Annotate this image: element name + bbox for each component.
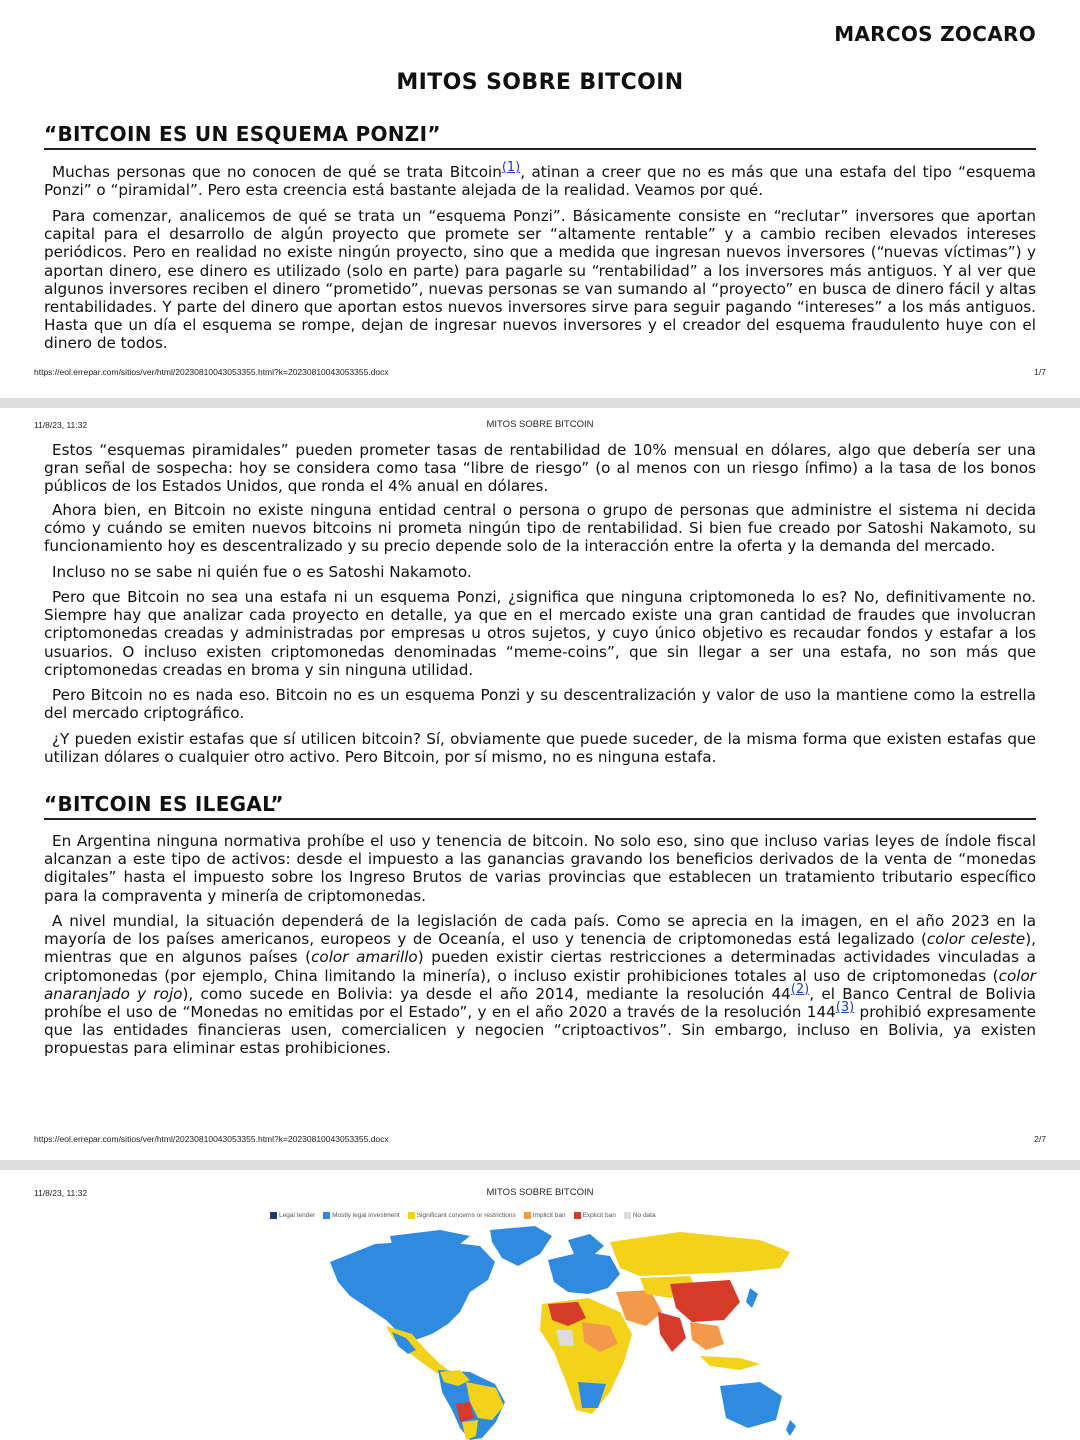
greenland — [490, 1226, 552, 1266]
new-zealand — [786, 1420, 796, 1436]
page-2 — [0, 408, 1080, 1160]
legend-swatch — [574, 1212, 581, 1219]
legend-label: Mostly legal investment — [332, 1212, 400, 1219]
legend-swatch — [408, 1212, 415, 1219]
footer-page-number: 1/7 — [1034, 367, 1046, 377]
legend-swatch — [323, 1212, 330, 1219]
legend-swatch — [270, 1212, 277, 1219]
paragraph: Pero que Bitcoin no sea una estafa ni un esquema Ponzi, ¿significa que ninguna criptomoneda lo es? No, definitivamente no. Siempre hay que analizar cada proyecto en detalle, ya que en el mercado existe una gran cantidad de fraudes que involucran criptomonedas creadas y administradas por empresas u otros sujetos, y cuyo único objetivo es recaudar fondos y estafar a los usuarios. O incluso existen criptomonedas denominadas “meme-coins”, que sin llegar a ser una estafa, no son más que criptomonedas creadas en broma y sin ninguna utilidad. — [44, 588, 1036, 679]
header-date: 11/8/23, 11:32 — [34, 1188, 88, 1198]
legend-item — [270, 1212, 315, 1219]
legend-label: Significant concerns or restrictions — [416, 1212, 516, 1219]
legend-label: Legal tender — [279, 1212, 316, 1219]
legend-label: Implicit ban — [532, 1212, 566, 1219]
header-title: MITOS SOBRE BITCOIN — [486, 419, 594, 430]
india — [658, 1312, 686, 1352]
legend-item — [524, 1212, 566, 1219]
footnote-link-2[interactable]: (2) — [790, 981, 810, 997]
legend-swatch — [524, 1212, 531, 1219]
page-separator — [0, 1160, 1080, 1170]
footnote-link-3[interactable]: (3) — [835, 999, 855, 1015]
section-heading-ilegal: “BITCOIN ES ILEGAL” — [44, 792, 1036, 820]
page-1 — [0, 0, 1080, 398]
southeast-asia — [690, 1322, 724, 1350]
header-title: MITOS SOBRE BITCOIN — [486, 1187, 594, 1198]
author-name: MARCOS ZOCARO — [834, 22, 1036, 46]
southern-africa — [578, 1382, 606, 1408]
paragraph: En Argentina ninguna normativa prohíbe el uso y tenencia de bitcoin. No solo eso, sino que incluso varias leyes de índole fiscal alcanzan a este tipo de activos: desde el impuesto a las ganancias gravando los beneficios derivados de la venta de “monedas digitales” hasta el impuesto sobre los Ingreso Brutos de varias provincias que establecen un tratamiento tributario específico para la compraventa y minería de criptomonedas. — [44, 832, 1036, 905]
legend-item — [408, 1212, 516, 1219]
australia — [720, 1382, 782, 1428]
footer-page-number: 2/7 — [1034, 1134, 1046, 1144]
map-legend — [270, 1212, 656, 1219]
paragraph: Incluso no se sabe ni quién fue o es Satoshi Nakamoto. — [52, 563, 472, 581]
world-crypto-legality-map — [320, 1222, 800, 1440]
page-separator — [0, 398, 1080, 408]
paragraph: ¿Y pueden existir estafas que sí utilicen bitcoin? Sí, obviamente que puede suceder, de la misma forma que existen estafas que utilizan dólares o cualquier otro activo. Pero Bitcoin, por sí mismo, no es ninguna estafa. — [44, 730, 1036, 767]
document-title: MITOS SOBRE BITCOIN — [396, 70, 684, 95]
footer-url[interactable]: https://eol.errepar.com/sitios/ver/html/20230810043053355.html?k=20230810043053355.docx — [34, 367, 389, 377]
paragraph: Muchas personas que no conocen de qué se trata Bitcoin(1), atinan a creer que no es más que una estafa del tipo “esquema Ponzi” o “piramidal”. Pero esta creencia está bastante alejada de la realidad. Veamos por qué. — [44, 159, 1036, 200]
paragraph: Ahora bien, en Bitcoin no existe ninguna entidad central o persona o grupo de personas que administre el sistema ni decida cómo y cuándo se emiten nuevos bitcoins ni prometa ningún tipo de rentabilidad. Si bien fue creado por Satoshi Nakamoto, su funcionamiento hoy es descentralizado y su precio depende solo de la interacción entre la oferta y la demanda del mercado. — [44, 501, 1036, 556]
canada-arctic — [390, 1230, 470, 1246]
header-date: 11/8/23, 11:32 — [34, 420, 88, 430]
legend-item — [574, 1212, 616, 1219]
footnote-link-1[interactable]: (1) — [501, 159, 521, 175]
legend-label: Explicit ban — [582, 1212, 616, 1219]
legend-item — [323, 1212, 400, 1219]
legend-label: No data — [632, 1212, 656, 1219]
footer-url[interactable]: https://eol.errepar.com/sitios/ver/html/20230810043053355.html?k=20230810043053355.docx — [34, 1134, 389, 1144]
section-heading-ponzi: “BITCOIN ES UN ESQUEMA PONZI” — [44, 122, 1036, 150]
legend-item — [624, 1212, 656, 1219]
japan — [746, 1288, 758, 1308]
paragraph: Pero Bitcoin no es nada eso. Bitcoin no es un esquema Ponzi y su descentralización y valor de uso la mantiene como la estrella del mercado criptográfico. — [44, 686, 1036, 723]
china — [670, 1280, 740, 1322]
paragraph: A nivel mundial, la situación dependerá de la legislación de cada país. Como se aprecia en la imagen, en el año 2023 en la mayoría de los países americanos, europeos y de Oceanía, el uso y tenencia de criptomonedas está legalizado (color celeste), mientras que en algunos países (color amarillo) pueden existir ciertas restricciones a determinadas actividades vinculadas a criptomonedas (por ejemplo, China limitando la minería), o incluso existir prohibiciones totales al uso de criptomonedas (color anaranjado y rojo), como sucede en Bolivia: ya desde el año 2014, mediante la resolución 44(2), el Banco Central de Bolivia prohíbe el uso de “Monedas no emitidas por el Estado”, y en el año 2020 a través de la resolución 144(3) prohibió expresamente que las entidades financieras usen, comercialicen y negocien “criptoactivos”. Sin embargo, incluso en Bolivia, ya existen propuestas para eliminar estas prohibiciones. — [44, 912, 1036, 1058]
legend-swatch — [624, 1212, 631, 1219]
paragraph: Para comenzar, analicemos de qué se trata un “esquema Ponzi”. Básicamente consiste en “reclutar” inversores que aportan capital para el desarrollo de algún proyecto que promete ser “altamente rentable” y a cambio reciben elevados intereses periódicos. Pero en realidad no existe ningún proyecto, sino que a medida que ingresan nuevos inversores (“nuevas víctimas”) y aportan dinero, ese dinero es utilizado (solo en parte) para pagarle su “rentabilidad” a los inversores más antiguos. Y al ver que algunos inversores reciben el dinero “prometido”, nuevas personas se van sumando al “proyecto” en busca de dinero fácil y altas rentabilidades. Y parte del dinero que aportan estos nuevos inversores sirve para seguir pagando “intereses” a los más antiguos. Hasta que un día el esquema se rompe, dejan de ingresar nuevos inversores y el creador del esquema fraudulento huye con el dinero de todos. — [44, 207, 1036, 353]
russia — [610, 1232, 790, 1276]
paragraph: Estos “esquemas piramidales” pueden prometer tasas de rentabilidad de 10% mensual en dólares, algo que debería ser una gran señal de sospecha: hoy se considera como tasa “libre de riesgo” (o al menos con un riesgo ínfimo) a la tasa de los bonos públicos de los Estados Unidos, que ronda el 4% anual en dólares. — [44, 441, 1036, 496]
north-america — [330, 1240, 495, 1340]
indonesia — [700, 1356, 760, 1370]
europe — [548, 1252, 620, 1294]
